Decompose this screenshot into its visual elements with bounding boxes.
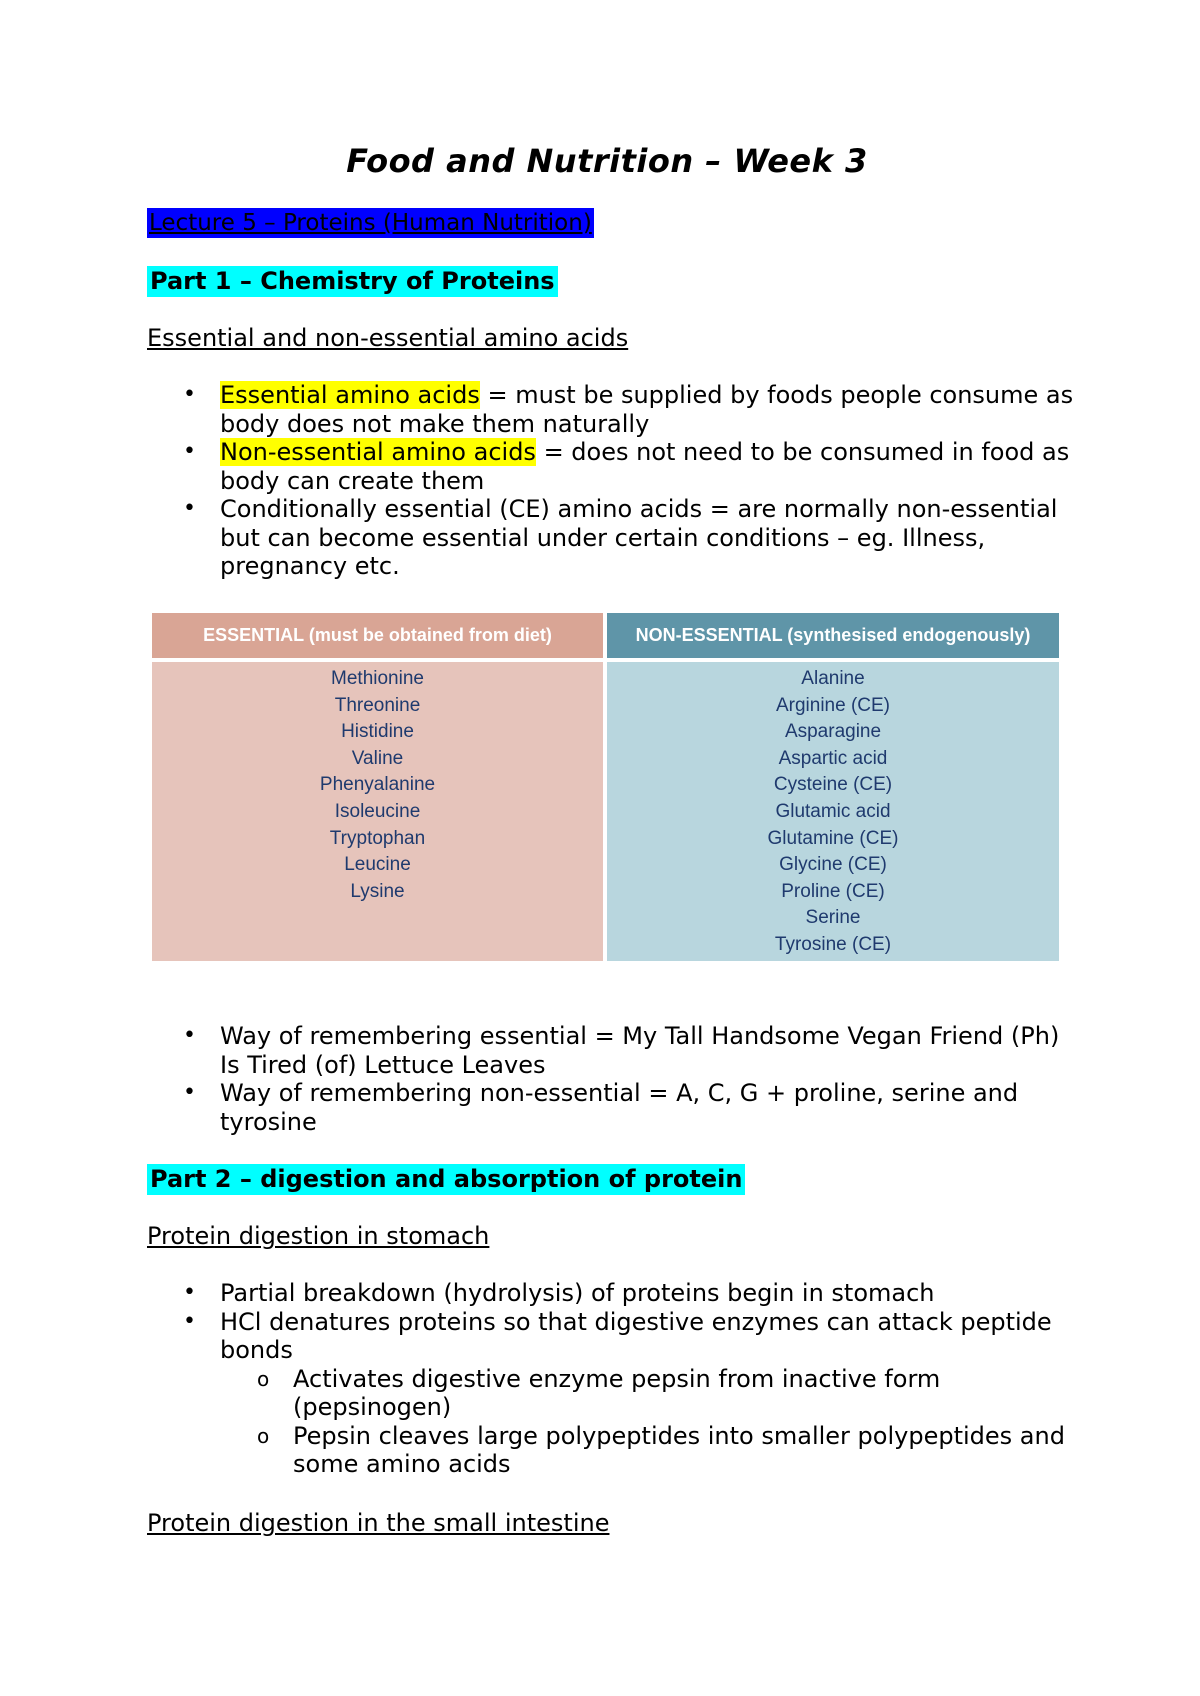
table-cell: Alanine: [801, 668, 865, 689]
list-item: • Way of remembering essential = My Tall Handsome Vegan Friend (Ph) Is Tired (of) Lettuce Leaves: [147, 1022, 1077, 1079]
part1-heading: Part 1 – Chemistry of Proteins: [147, 266, 558, 297]
list-item: • Partial breakdown (hydrolysis) of proteins begin in stomach: [147, 1279, 1077, 1308]
stomach-sublist: [220, 1365, 1077, 1479]
lecture-heading: Lecture 5 – Proteins (Human Nutrition): [149, 210, 592, 236]
table-cell: Methionine: [331, 668, 424, 689]
nonessential-header: NON-ESSENTIAL (synthesised endogenously): [607, 613, 1059, 658]
table-cell: Phenyalanine: [319, 774, 436, 796]
essential-header: ESSENTIAL (must be obtained from diet): [152, 613, 603, 658]
table-cell: Proline (CE): [781, 880, 885, 902]
table-cell: Glutamic acid: [775, 800, 891, 822]
part2-heading: Part 2 – digestion and absorption of protein: [147, 1164, 745, 1195]
stomach-subheading: Protein digestion in stomach: [147, 1222, 490, 1250]
document-title: Food and Nutrition – Week 3: [346, 142, 868, 180]
small-intestine-subheading: Protein digestion in the small intestine: [147, 1509, 610, 1537]
sub-list-item: o Activates digestive enzyme pepsin from inactive form (pepsinogen): [220, 1365, 1077, 1422]
nonessential-column: [607, 662, 1059, 961]
highlight: Non-essential amino acids: [220, 438, 536, 466]
table-cell: Leucine: [344, 854, 411, 876]
item-text: Conditionally essential (CE) amino acids = are normally non-essential but can become essential under certain conditions – eg. Illness, pregnancy etc.: [220, 495, 1058, 580]
amino-acids-subheading: Essential and non-essential amino acids: [147, 324, 629, 352]
list-item: • Way of remembering non-essential = A, C, G + proline, serine and tyrosine: [147, 1079, 1077, 1136]
list-item: [147, 381, 1077, 438]
item-text: HCl denatures proteins so that digestive enzymes can attack peptide bonds: [220, 1307, 1052, 1364]
list-item: [147, 495, 1077, 581]
essential-column: [152, 662, 603, 961]
table-cell: Valine: [351, 747, 404, 769]
table-cell: Serine: [805, 907, 861, 929]
list-item: [147, 1308, 1077, 1479]
mnemonic-list: [147, 1022, 1077, 1136]
table-cell: Glutamine (CE): [767, 827, 899, 849]
table-cell: Asparagine: [784, 721, 882, 743]
table-cell: Lysine: [350, 880, 405, 902]
table-cell: Threonine: [334, 694, 421, 716]
table-cell: Arginine (CE): [775, 694, 891, 716]
table-cell: Tryptophan: [329, 827, 426, 849]
table-cell: Histidine: [341, 721, 414, 743]
highlight: Essential amino acids: [220, 381, 480, 409]
item-text: = must be supplied by foods people consume as body does not make them naturally: [220, 381, 1074, 438]
amino-acid-table: [152, 613, 1059, 961]
table-cell: Glycine (CE): [779, 854, 887, 876]
table-cell: Cysteine (CE): [773, 774, 893, 796]
table-cell: Tyrosine (CE): [774, 933, 892, 955]
list-item: [147, 438, 1077, 495]
table-cell: Isoleucine: [334, 800, 421, 822]
table-cell: Aspartic acid: [778, 747, 888, 769]
amino-acid-definitions: [147, 381, 1077, 581]
stomach-list: [147, 1279, 1077, 1479]
sub-list-item: o Pepsin cleaves large polypeptides into smaller polypeptides and some amino acids: [220, 1422, 1077, 1479]
item-text: = does not need to be consumed in food as body can create them: [220, 438, 1070, 495]
